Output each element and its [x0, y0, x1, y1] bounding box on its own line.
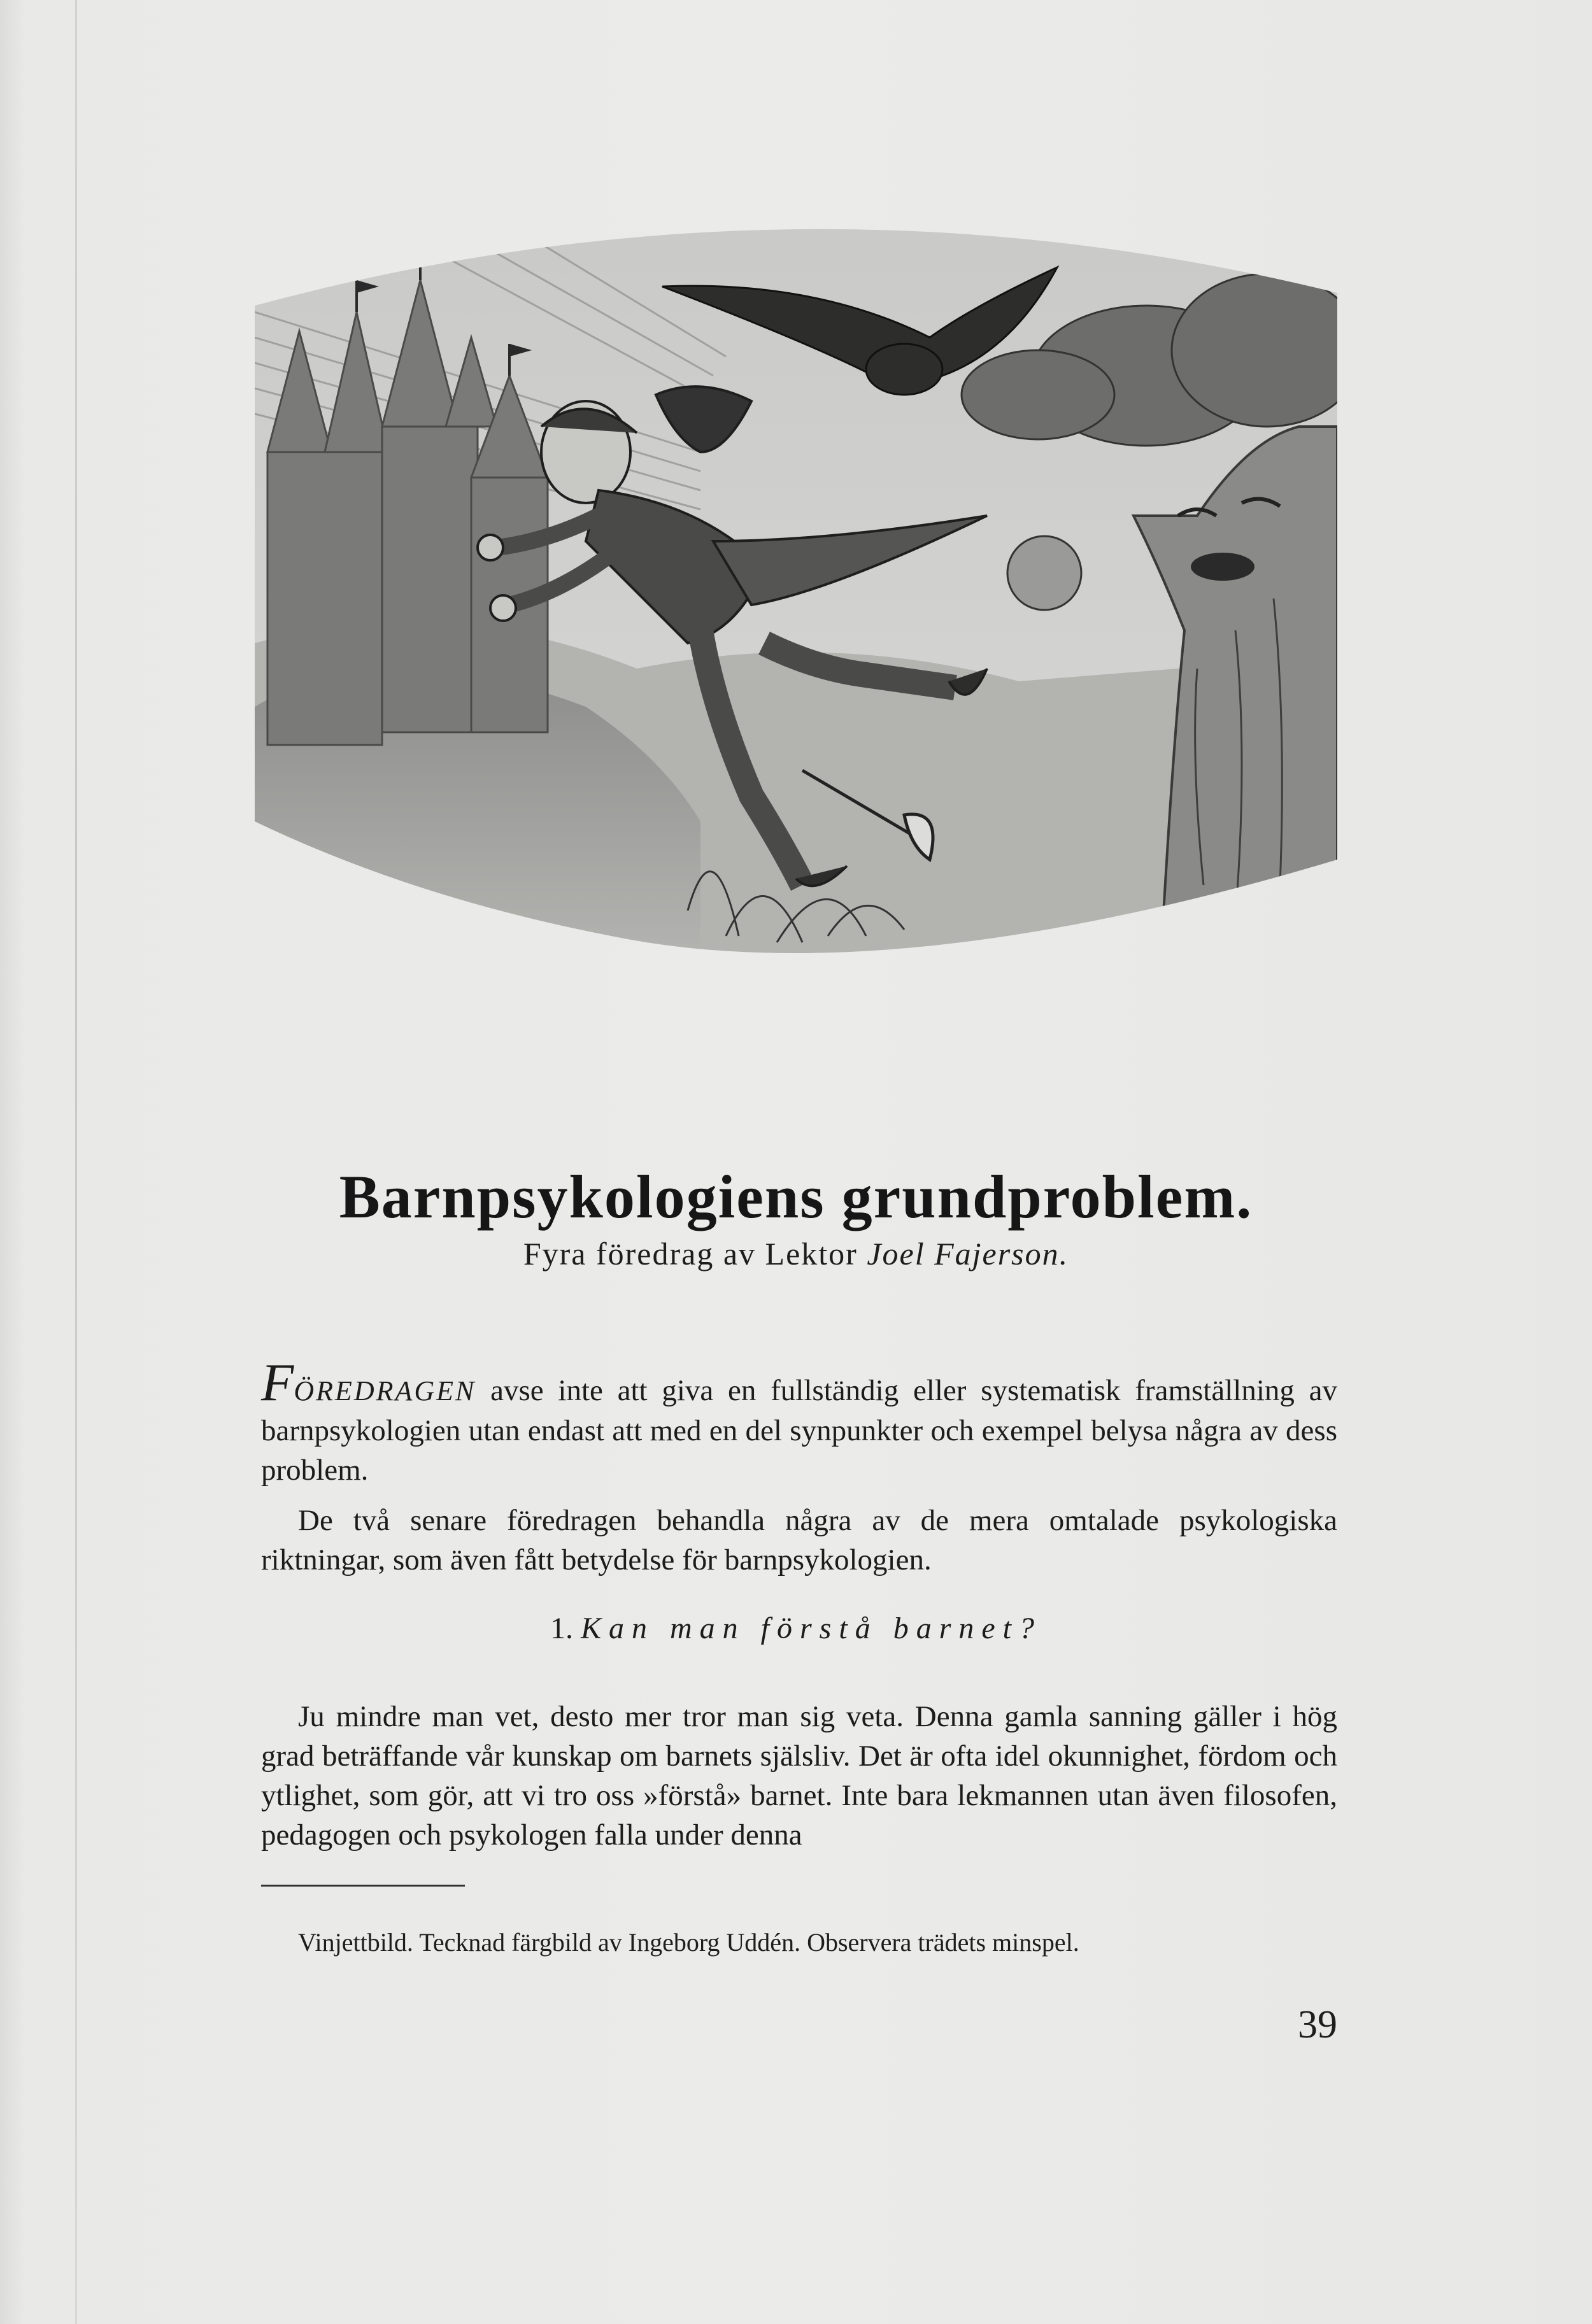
footnote-rule — [261, 1885, 465, 1887]
page-number: 39 — [1298, 2003, 1337, 2046]
intro-text: avse inte att giva en fullständig eller systematisk framställning av barnpsykologien utan endast att med en del synpunkter och exempel belysa några av dess problem. — [261, 1374, 1337, 1487]
second-paragraph: De två senare föredragen behandla några av de mera omtalade psykologiska riktningar, som även fått betydelse för barnpsykologien. — [261, 1504, 1337, 1576]
author-name: Joel Fajerson. — [867, 1236, 1069, 1272]
intro-paragraph — [261, 1353, 1337, 1490]
section-number: 1. — [550, 1612, 573, 1645]
section-heading — [0, 1611, 1592, 1646]
section-heading-text: Kan man förstå barnet? — [580, 1612, 1042, 1645]
intro-smallcaps: ÖREDRAGEN — [294, 1375, 476, 1406]
article-title: Barnpsykologiens grundproblem. — [339, 1163, 1253, 1231]
drop-cap: F — [261, 1353, 294, 1412]
vignette-illustration — [255, 185, 1337, 993]
footnote: Vinjettbild. Tecknad färgbild av Ingeborg Uddén. Observera trädets minspel. — [298, 1928, 1079, 1957]
article-byline — [0, 1235, 1592, 1272]
byline-prefix: Fyra föredrag av Lektor — [523, 1236, 867, 1272]
section-paragraph: Ju mindre man vet, desto mer tror man sig veta. Denna gamla sanning gäller i hög grad beträffande vår kunskap om barnets själsliv. Det är ofta idel okunnighet, fördom och ytlighet, som gör, att vi tro oss »förstå» barnet. Inte bara lekmannen utan även filosofen, pedagogen och psykologen falla under denna — [261, 1700, 1337, 1852]
